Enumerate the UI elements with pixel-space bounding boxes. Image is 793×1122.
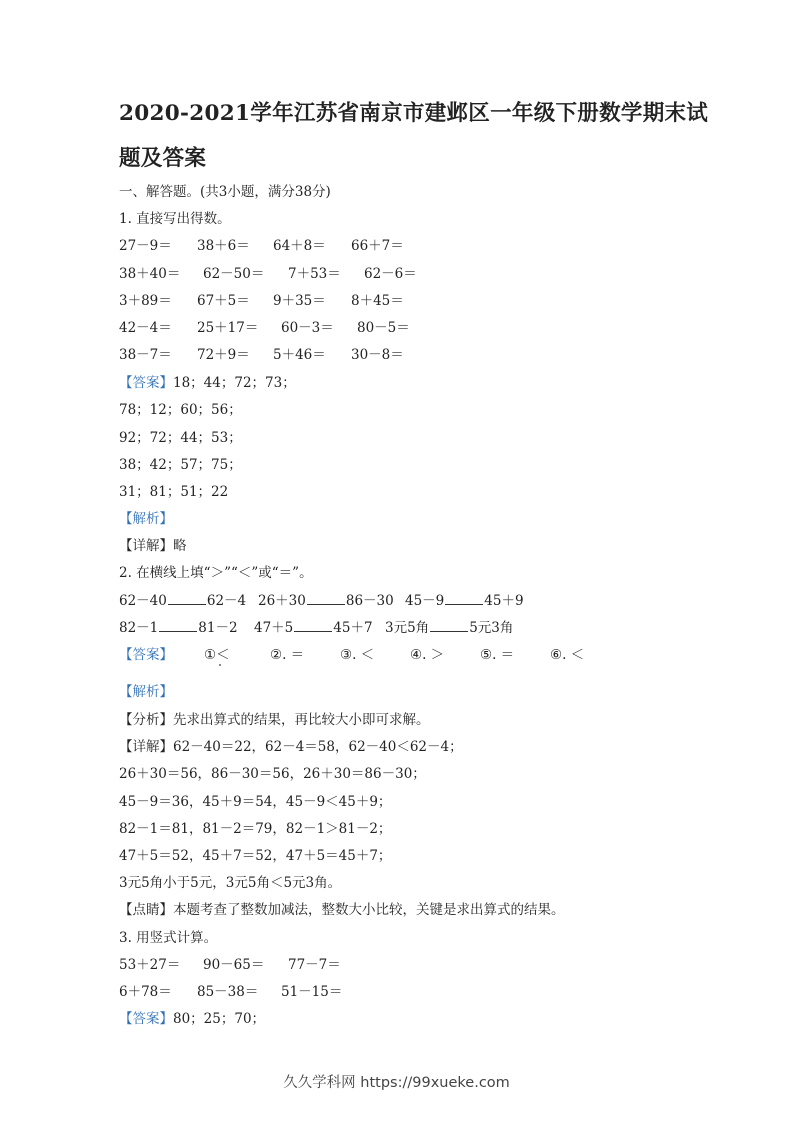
answer-tag: 【答案】 [119,375,173,391]
q3-item: 53＋27＝ [119,957,181,973]
answer-blank [430,619,468,632]
q1-item: 80－5＝ [357,320,410,336]
q3-answer-text: 80；25；70； [173,1011,266,1027]
q1-item: 64＋8＝ [273,238,326,254]
q1-item: 9＋35＝ [273,293,326,309]
q2-detail-line: 47＋5＝52，45＋7＝52，47＋5＝45＋7； [119,848,392,864]
detail-text: 62－40＝22，62－4＝58，62－40＜62－4； [173,739,463,755]
q2-item: 82－1 81－2 [119,620,238,636]
footer-watermark: 久久学科网 https://99xueke.com [283,1075,510,1091]
q3-item: 6＋78＝ [119,984,172,1000]
q2-detail-line: 82－1＝81，81－2＝79，82－1＞81－2； [119,821,392,837]
q1-item: 38＋40＝ [119,266,181,282]
q2-answer: ③. ＜ [340,647,375,663]
q2-item: 45－9 45＋9 [405,593,524,609]
q1-item: 25＋17＝ [197,320,259,336]
q2-answer: ⑥. ＜ [550,647,585,663]
fenxi-tag: 【分析】 [119,712,173,728]
q1-item: 38－7＝ [119,347,172,363]
answer-tag: 【答案】 [119,647,173,663]
q3-item: 85－38＝ [197,984,259,1000]
answer-tag: 【答案】 [119,1011,173,1027]
q2-answer: ④. ＞ [410,647,445,663]
q3-item: 90－65＝ [203,957,265,973]
q3-item: 51－15＝ [281,984,343,1000]
q2-answer: ⑤. ＝ [480,647,515,663]
q1-answer-line: 78；12；60；56； [119,402,242,418]
question-3-prompt: 3. 用竖式计算。 [119,930,218,946]
q3-answer-line [119,1007,265,1027]
q2-item: 62－40 62－4 [119,593,247,609]
q1-detail [119,534,187,554]
answer-blank [168,592,206,605]
q1-answer-text: 18；44；72；73； [173,375,296,391]
answer-blank [159,619,197,632]
q2-answer: ①＜ [204,647,230,663]
q2-item: 47＋5 45＋7 [254,620,373,636]
q1-item: 42－4＝ [119,320,172,336]
q1-item: 7＋53＝ [288,266,341,282]
question-1-prompt: 1. 直接写出得数。 [119,211,231,227]
q2-answer: ②. ＝ [270,647,305,663]
q2-analysis-tag: 【解析】 [119,684,173,700]
detail-tag: 【详解】 [119,538,173,554]
stray-dot [219,664,221,666]
detail-tag: 【详解】 [119,739,173,755]
q2-detail-line: 26＋30＝56，86－30＝56，26＋30＝86－30； [119,766,426,782]
q1-answer-line [119,371,296,391]
answer-blank [307,592,345,605]
q1-item: 62－50＝ [203,266,265,282]
q1-item: 72＋9＝ [197,347,250,363]
q1-answer-line: 38；42；57；75； [119,457,242,473]
q1-answer-line: 31；81；51；22 [119,484,229,500]
fenxi-text: 先求出算式的结果，再比较大小即可求解。 [173,712,430,728]
q1-answer-line: 92；72；44；53； [119,430,242,446]
q1-item: 8＋45＝ [351,293,404,309]
q1-item: 38＋6＝ [197,238,250,254]
q1-item: 27－9＝ [119,238,172,254]
q2-detail-line: 3元5角小于5元，3元5角＜5元3角。 [119,875,342,891]
q1-item: 62－6＝ [364,266,417,282]
answer-blank [445,592,483,605]
dianjing-text: 本题考查了整数加减法，整数大小比较，关键是求出算式的结果。 [173,902,565,918]
q2-dianjing [119,898,565,918]
question-2-prompt: 2. 在横线上填“＞”“＜”或“＝”。 [119,565,313,581]
q2-fenxi [119,708,430,728]
document-title-line-2: 题及答案 [119,146,207,171]
section-heading: 一、解答题。(共3小题，满分38分) [119,184,331,200]
q2-detail-line: 45－9＝36，45＋9＝54，45－9＜45＋9； [119,794,392,810]
q2-detail [119,735,463,755]
q1-item: 5＋46＝ [273,347,326,363]
q1-item: 67＋5＝ [197,293,250,309]
q3-item: 77－7＝ [288,957,341,973]
q2-item: 3元5角 5元3角 [385,620,514,636]
detail-text: 略 [173,538,187,554]
q2-item: 26＋30 86－30 [258,593,394,609]
document-title-line-1: 2020-2021学年江苏省南京市建邺区一年级下册数学期末试 [119,101,709,126]
answer-blank [294,619,332,632]
dianjing-tag: 【点睛】 [119,902,173,918]
q1-item: 60－3＝ [281,320,334,336]
q1-analysis-tag: 【解析】 [119,511,173,527]
q1-item: 66＋7＝ [351,238,404,254]
q1-item: 30－8＝ [351,347,404,363]
q1-item: 3＋89＝ [119,293,172,309]
